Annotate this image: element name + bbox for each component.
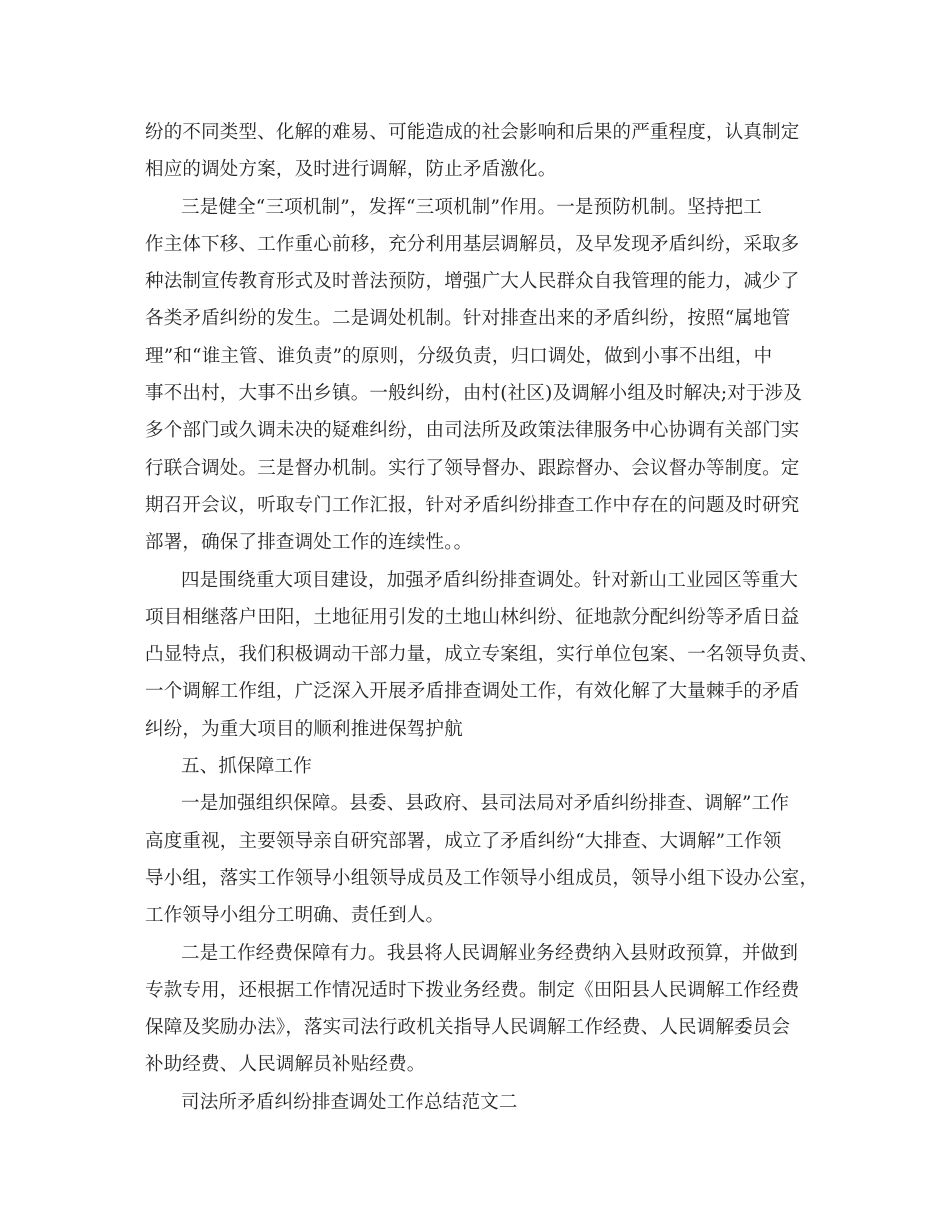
text-line: 理”和“谁主管、谁负责”的原则，分级负责，归口调处，做到小事不出组，中 [145, 345, 773, 367]
text-line: 各类矛盾纠纷的发生。二是调处机制。针对排查出来的矛盾纠纷，按照“属地管 [145, 308, 791, 330]
text-line: 一个调解工作组，广泛深入开展矛盾排查调处工作，有效化解了大量棘手的矛盾 [145, 681, 800, 703]
text-line: 凸显特点，我们积极调动干部力量，成立专案组，实行单位包案、一名领导负责、 [145, 644, 819, 666]
text-line: 纠纷，为重大项目的顺利推进保驾护航 [145, 718, 463, 740]
text-line: 三是健全“三项机制”，发挥“三项机制”作用。一是预防机制。坚持把工 [181, 196, 762, 218]
text-line: 纷的不同类型、化解的难易、可能造成的社会影响和后果的严重程度，认真制定 [145, 122, 800, 143]
text-line: 导小组，落实工作领导小组领导成员及工作领导小组成员，领导小组下设办公室， [145, 867, 819, 889]
text-line: 四是围绕重大项目建设，加强矛盾纠纷排查调处。针对新山工业园区等重大 [181, 569, 799, 591]
text-line: 二是工作经费保障有力。我县将人民调解业务经费纳入县财政预算，并做到 [181, 942, 799, 964]
text-line: 部署，确保了排查调处工作的连续性。。 [145, 532, 473, 554]
text-line: 项目相继落户田阳，土地征用引发的土地山林纠纷、征地款分配纠纷等矛盾日益 [145, 606, 800, 628]
text-line: 种法制宣传教育形式及时普法预防，增强广大人民群众自我管理的能力，减少了 [145, 271, 800, 293]
text-line: 保障及奖励办法》，落实司法行政机关指导人民调解工作经费、人民调解委员会 [145, 1017, 791, 1039]
text-line: 作主体下移、工作重心前移，充分利用基层调解员，及早发现矛盾纠纷，采取多 [145, 233, 800, 255]
text-line: 专款专用，还根据工作情况适时下拨业务经费。制定《田阳县人民调解工作经费 [145, 979, 800, 1001]
document-body [145, 114, 819, 1121]
text-line: 行联合调处。三是督办机制。实行了领导督办、跟踪督办、会议督办等制度。定 [145, 457, 800, 479]
text-line: 期召开会议，听取专门工作汇报，针对矛盾纠纷排查工作中存在的问题及时研究 [145, 494, 800, 516]
text-line: 补助经费、人民调解员补贴经费。 [145, 1054, 426, 1076]
text-line: 相应的调处方案，及时进行调解，防止矛盾激化。 [145, 159, 557, 181]
text-line: 一是加强组织保障。县委、县政府、县司法局对矛盾纠纷排查、调解”工作 [181, 793, 790, 815]
text-line: 多个部门或久调未决的疑难纠纷，由司法所及政策法律服务中心协调有关部门实 [145, 420, 800, 442]
section-heading: 五、抓保障工作 [181, 756, 312, 778]
text-line: 工作领导小组分工明确、责任到人。 [145, 905, 445, 927]
document-subtitle: 司法所矛盾纠纷排查调处工作总结范文二 [181, 1091, 518, 1113]
text-line: 高度重视，主要领导亲自研究部署，成立了矛盾纠纷“大排查、大调解”工作领 [145, 830, 782, 852]
text-line: 事不出村，大事不出乡镇。一般纠纷，由村(社区)及调解小组及时解决;对于涉及 [145, 383, 803, 405]
